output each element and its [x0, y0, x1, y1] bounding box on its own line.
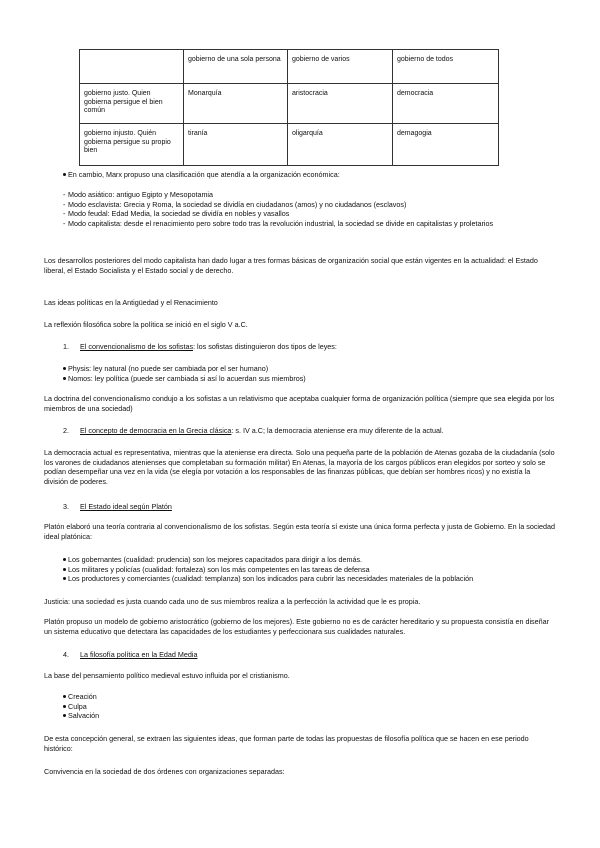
- paragraph-text: La democracia actual es representativa, mientras que la ateniense era directa. Solo una pequeña parte de la población de Atenas gozaba de la ciudadanía (solo los varones de ciudadanos atenienses que completaban su formación militar) En Atenas, la mayoría de los cargos públicos eran elegidos por sorteo y solo se podían desempeñar una vez en la vida (se elegía por votación a los responsables de las finanzas públicas, que debían ser hombres ricos) y no existía la división de poderes.: [44, 448, 555, 486]
- table-cell: gobierno de una sola persona: [184, 50, 288, 84]
- table-cell: aristocracia: [288, 84, 393, 124]
- heading-title: La filosofía política en la Edad Media: [80, 650, 198, 659]
- table-cell: gobierno justo. Quien gobierna persigue el bien común: [80, 84, 184, 124]
- paragraph-text: Justicia: una sociedad es justa cuando cada uno de sus miembros realiza a la perfección la actividad que le es propia.: [44, 597, 421, 606]
- modes-list: [44, 190, 556, 228]
- paragraph-later-developments: [44, 256, 556, 275]
- table-header-row: [80, 50, 499, 84]
- list-item: Los gobernantes (cualidad: prudencia) son los mejores capacitados para dirigir a los demás.: [44, 555, 556, 565]
- heading-sofistas: [44, 342, 556, 352]
- paragraph-base: [44, 671, 556, 681]
- paragraph-text: De esta concepción general, se extraen las siguientes ideas, que forman parte de todas las propuestas de filosofía política que se hacen en ese periodo histórico:: [44, 734, 529, 753]
- list-item: Salvación: [44, 711, 556, 721]
- paragraph-justicia: [44, 597, 556, 607]
- paragraph-text: Convivencia en la sociedad de dos órdenes con organizaciones separadas:: [44, 767, 285, 776]
- heading-number: 2.: [63, 426, 69, 435]
- paragraph-text: Platón propuso un modelo de gobierno aristocrático (gobierno de los mejores). Este gobierno no es de carácter hereditario y su propuesta consistía en diseñar un sistema educativo que detectara las capacidades de los estudiantes y perfeccionara sus cualidades naturales.: [44, 617, 550, 636]
- paragraph-text: La reflexión filosófica sobre la política se inició en el siglo V a.C.: [44, 320, 248, 329]
- concepts-list: [44, 692, 556, 721]
- table-cell: gobierno de todos: [393, 50, 499, 84]
- heading-democracia: [44, 426, 556, 436]
- numbered-heading: [44, 650, 556, 660]
- heading-edad-media: [44, 650, 556, 660]
- table-cell: oligarquía: [288, 124, 393, 166]
- heading-title: El convencionalismo de los sofistas: [80, 342, 194, 351]
- heading-title: El concepto de democracia en la Grecia clásica: [80, 426, 232, 435]
- list-item: - Modo capitalista: desde el renacimiento pero sobre todo tras la revolución industrial, la sociedad se divide en capitalistas y proletarios: [44, 219, 556, 229]
- paragraph-text: Platón elaboró una teoría contraria al convencionalismo de los sofistas. Según esta teoría sí existe una única forma perfecta y justa de Gobierno. En la sociedad ideal platónica:: [44, 522, 556, 541]
- paragraph-reflexion: [44, 320, 556, 330]
- paragraph-text: La base del pensamiento político medieval estuvo influida por el cristianismo.: [44, 671, 290, 680]
- numbered-heading: [44, 426, 556, 436]
- heading-rest: : s. IV a.C; la democracia ateniense era muy diferente de la actual.: [231, 426, 444, 435]
- table-cell: Monarquía: [184, 84, 288, 124]
- paragraph-concepcion: [44, 734, 556, 753]
- government-forms-table: [79, 49, 499, 166]
- classes-list: [44, 555, 556, 584]
- marx-intro: En cambio, Marx propuso una clasificación que atendía a la organización económica:: [44, 170, 556, 180]
- heading-rest: : los sofistas distinguieron dos tipos de leyes:: [193, 342, 337, 351]
- list-item: Creación: [44, 692, 556, 702]
- list-item: Culpa: [44, 702, 556, 712]
- list-item: - Modo esclavista: Grecia y Roma, la sociedad se dividía en ciudadanos (amos) y no ciudadanos (esclavos): [44, 200, 556, 210]
- paragraph-text: Los desarrollos posteriores del modo capitalista han dado lugar a tres formas básicas de organización social que están vigentes en la actualidad: el Estado liberal, el Estado Socialista y el Estado social y de derecho.: [44, 256, 538, 275]
- list-item: Los productores y comerciantes (cualidad: templanza) son los indicados para cubrir las necesidades materiales de la población: [44, 574, 556, 584]
- paragraph-convivencia: [44, 767, 556, 777]
- heading-number: 4.: [63, 650, 69, 659]
- laws-list: [44, 364, 556, 383]
- paragraph-platon: [44, 522, 556, 541]
- section-title: [44, 298, 556, 308]
- heading-platon: [44, 502, 556, 512]
- paragraph-doctrina: [44, 394, 556, 413]
- table-cell: gobierno de varios: [288, 50, 393, 84]
- heading-title: El Estado ideal según Platón: [80, 502, 172, 511]
- list-item: Nomos: ley política (puede ser cambiada si así lo acuerdan sus miembros): [44, 374, 556, 384]
- table-cell: demagogia: [393, 124, 499, 166]
- list-item: - Modo asiático: antiguo Egipto y Mesopotamia: [44, 190, 556, 200]
- table-cell: gobierno injusto. Quién gobierna persigue su propio bien: [80, 124, 184, 166]
- heading-number: 3.: [63, 502, 69, 511]
- table-row: [80, 84, 499, 124]
- table-cell: democracia: [393, 84, 499, 124]
- list-item: - Modo feudal: Edad Media, la sociedad se dividía en nobles y vasallos: [44, 209, 556, 219]
- paragraph-democracia: [44, 448, 556, 486]
- table-cell: tiranía: [184, 124, 288, 166]
- list-item: Los militares y policías (cualidad: fortaleza) son los más competentes en las tareas de defensa: [44, 565, 556, 575]
- paragraph-modelo: [44, 617, 556, 636]
- numbered-heading: [44, 342, 556, 352]
- table-row: [80, 124, 499, 166]
- marx-section: [44, 170, 556, 180]
- list-item: Physis: ley natural (no puede ser cambiada por el ser humano): [44, 364, 556, 374]
- heading-number: 1.: [63, 342, 69, 351]
- section-title-text: Las ideas políticas en la Antigüedad y el Renacimiento: [44, 298, 218, 307]
- paragraph-text: La doctrina del convencionalismo condujo a los sofistas a un relativismo que aceptaba cualquier forma de organización política (siempre que sea elegida por los miembros de una sociedad): [44, 394, 555, 413]
- table-cell: [80, 50, 184, 84]
- numbered-heading: [44, 502, 556, 512]
